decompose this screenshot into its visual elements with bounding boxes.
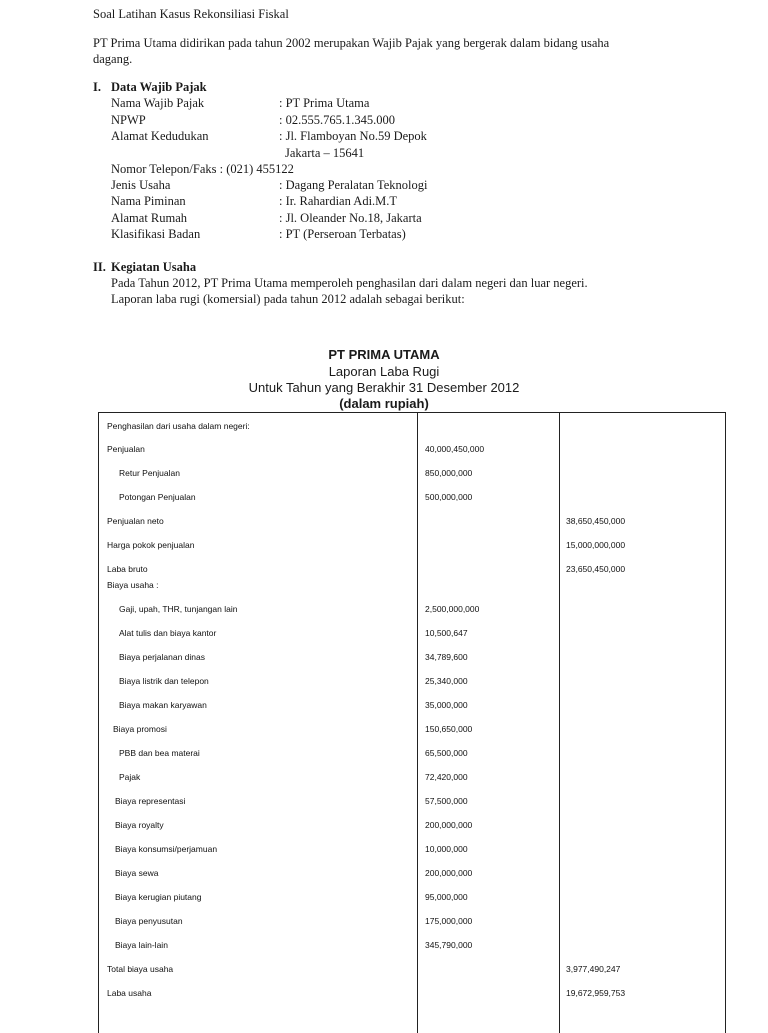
row-total: 3,977,490,247 — [566, 964, 621, 974]
row-total: 38,650,450,000 — [566, 516, 626, 526]
field-value: : PT Prima Utama — [279, 96, 370, 110]
row-amount: 34,789,600 — [425, 652, 468, 662]
report-name: Laporan Laba Rugi — [328, 364, 440, 379]
row-amount: 40,000,450,000 — [425, 444, 485, 454]
field-label: Jenis Usaha — [111, 178, 171, 192]
business-activity-line-2: Laporan laba rugi (komersial) pada tahun 2012 adalah sebagai berikut: — [111, 292, 465, 306]
row-total: 23,650,450,000 — [566, 564, 626, 574]
row-label: Biaya penyusutan — [115, 916, 183, 926]
row-amount: 10,500,647 — [425, 628, 468, 638]
report-unit: (dalam rupiah) — [339, 396, 429, 411]
field-label: Alamat Rumah — [111, 211, 188, 225]
section-1-heading: Data Wajib Pajak — [111, 80, 207, 94]
business-activity-line-1: Pada Tahun 2012, PT Prima Utama memperoleh penghasilan dari dalam negeri dan luar negeri. — [111, 276, 588, 290]
field-value: : 02.555.765.1.345.000 — [279, 113, 395, 127]
row-label: Gaji, upah, THR, tunjangan lain — [119, 604, 238, 614]
row-label: Total biaya usaha — [107, 964, 174, 974]
row-amount: 35,000,000 — [425, 700, 468, 710]
income-statement-table — [98, 412, 726, 1033]
field-label: Nomor Telepon/Faks : (021) 455122 — [111, 162, 294, 176]
row-label: Biaya listrik dan telepon — [119, 676, 209, 686]
report-period: Untuk Tahun yang Berakhir 31 Desember 2012 — [248, 380, 520, 395]
row-label: Biaya usaha : — [107, 580, 159, 590]
field-value: : Ir. Rahardian Adi.M.T — [279, 194, 398, 208]
field-value: : Jl. Oleander No.18, Jakarta — [279, 211, 422, 225]
intro-line-2: dagang. — [93, 52, 133, 66]
report-company: PT PRIMA UTAMA — [328, 347, 440, 362]
row-amount: 57,500,000 — [425, 796, 468, 806]
field-value: : Dagang Peralatan Teknologi — [279, 178, 428, 192]
row-label: Biaya royalty — [115, 820, 164, 830]
row-label: Biaya kerugian piutang — [115, 892, 202, 902]
section-2-numeral: II. — [93, 260, 106, 274]
row-amount: 150,650,000 — [425, 724, 473, 734]
row-label: Retur Penjualan — [119, 468, 180, 478]
intro-line-1: PT Prima Utama didirikan pada tahun 2002 merupakan Wajib Pajak yang bergerak dalam bidang usaha — [93, 36, 610, 50]
document-title: Soal Latihan Kasus Rekonsiliasi Fiskal — [93, 7, 289, 21]
row-label: Laba bruto — [107, 564, 148, 574]
row-label: Biaya makan karyawan — [119, 700, 207, 710]
column-divider — [417, 413, 418, 1033]
field-label: Nama Piminan — [111, 194, 186, 208]
column-divider — [559, 413, 560, 1033]
row-total: 19,672,959,753 — [566, 988, 626, 998]
row-label: Alat tulis dan biaya kantor — [119, 628, 217, 638]
row-label: Biaya perjalanan dinas — [119, 652, 206, 662]
row-label: Biaya konsumsi/perjamuan — [115, 844, 218, 854]
row-amount: 72,420,000 — [425, 772, 468, 782]
field-value: Jakarta – 15641 — [285, 146, 365, 160]
row-amount: 25,340,000 — [425, 676, 468, 686]
row-label: Penghasilan dari usaha dalam negeri: — [107, 421, 250, 431]
field-label: NPWP — [111, 113, 146, 127]
row-amount: 65,500,000 — [425, 748, 468, 758]
row-label: Harga pokok penjualan — [107, 540, 195, 550]
row-label: Pajak — [119, 772, 141, 782]
section-2-heading: Kegiatan Usaha — [111, 260, 197, 274]
field-value: : Jl. Flamboyan No.59 Depok — [279, 129, 427, 143]
row-label: Penjualan — [107, 444, 145, 454]
row-label: Biaya lain-lain — [115, 940, 168, 950]
row-label: Biaya representasi — [115, 796, 186, 806]
row-amount: 500,000,000 — [425, 492, 473, 502]
row-label: Potongan Penjualan — [119, 492, 196, 502]
row-amount: 345,790,000 — [425, 940, 473, 950]
row-amount: 95,000,000 — [425, 892, 468, 902]
row-amount: 850,000,000 — [425, 468, 473, 478]
row-label: Biaya promosi — [113, 724, 167, 734]
row-amount: 200,000,000 — [425, 868, 473, 878]
field-label: Alamat Kedudukan — [111, 129, 209, 143]
field-label: Klasifikasi Badan — [111, 227, 201, 241]
field-label: Nama Wajib Pajak — [111, 96, 205, 110]
row-amount: 2,500,000,000 — [425, 604, 480, 614]
row-label: Biaya sewa — [115, 868, 159, 878]
row-label: PBB dan bea materai — [119, 748, 200, 758]
row-label: Penjualan neto — [107, 516, 164, 526]
row-amount: 200,000,000 — [425, 820, 473, 830]
row-amount: 10,000,000 — [425, 844, 468, 854]
row-label: Laba usaha — [107, 988, 152, 998]
section-1-numeral: I. — [93, 80, 101, 94]
field-value: : PT (Perseroan Terbatas) — [279, 227, 406, 241]
row-total: 15,000,000,000 — [566, 540, 626, 550]
row-amount: 175,000,000 — [425, 916, 473, 926]
